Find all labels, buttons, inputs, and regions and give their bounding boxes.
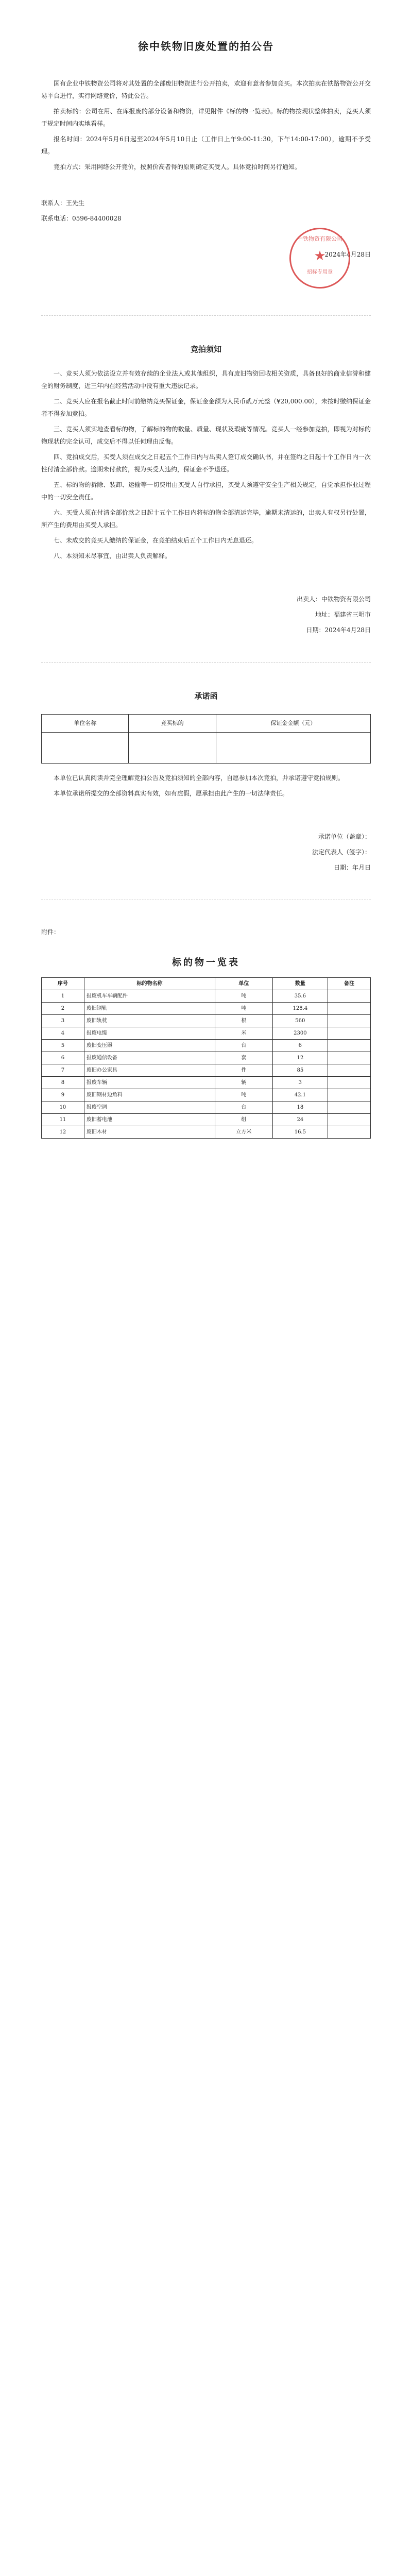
table-cell: 11	[42, 1113, 84, 1126]
notice-paragraph-4: 竞拍方式：采用网络公开竞价，按照价高者得的原则确定买受人。具体竞拍时间另行通知。	[54, 163, 301, 171]
seal-text: 中铁物资有限公司	[297, 235, 342, 242]
rules-sign-3: 日期：2024年4月28日	[306, 626, 371, 634]
rules-sign-1: 出卖人：中铁物资有限公司	[296, 596, 371, 603]
table-cell: 台	[215, 1101, 272, 1113]
list-header-name: 标的物名称	[84, 977, 215, 990]
table-row	[42, 1064, 371, 1076]
table-cell	[328, 1089, 371, 1101]
rules-sign-block	[41, 593, 371, 636]
star-icon: ★	[314, 248, 326, 264]
notice-title: 徐中铁物旧废处置的拍公告	[138, 40, 274, 53]
rules-paragraph-3: 三、竞买人须实地查看标的物，了解标的物的数量、质量、现状及瑕疵等情况。竞买人一经参加竞拍，即视为对标的物现状的完全认可，成交后不得以任何理由反悔。	[41, 426, 371, 445]
document-page	[21, 0, 391, 1942]
notice-paragraph-2: 拍卖标的：公司在用、在库报废的部分设备和物资，详见附件《标的物一览表》。标的物按现状整体拍卖，竞买人须于规定时间内实地看样。	[41, 108, 371, 127]
rules-paragraph-6: 六、买受人须在付清全部价款之日起十五个工作日内将标的物全部清运完毕，逾期未清运的，出卖人有权另行处置，所产生的费用由买受人承担。	[41, 509, 371, 529]
item-list-table	[41, 977, 371, 1139]
table-cell: 16.5	[272, 1126, 328, 1138]
commitment-header-deposit: 保证金金额（元）	[216, 715, 370, 733]
table-cell: 根	[215, 1014, 272, 1027]
commitment-sign-1: 承诺单位（盖章）：	[318, 833, 371, 840]
table-cell	[328, 1039, 371, 1052]
table-cell: 吨	[215, 990, 272, 1002]
table-cell	[328, 1064, 371, 1076]
notice-paragraph-1: 国有企业中铁物资公司将对其处置的全部废旧物资进行公开拍卖，欢迎有意者参加竞买。本次拍卖在铁路物资公开交易平台进行，实行网络竞价，特此公告。	[41, 80, 371, 99]
table-cell: 2300	[272, 1027, 328, 1039]
table-cell: 24	[272, 1113, 328, 1126]
table-cell: 42.1	[272, 1089, 328, 1101]
commitment-sign-3: 日期：年月日	[333, 863, 371, 871]
table-cell: 9	[42, 1089, 84, 1101]
table-row	[42, 1089, 371, 1101]
rules-paragraph-1: 一、竞买人须为依法设立并有效存续的企业法人或其他组织，具有废旧物资回收相关资质，具备良好的商业信誉和健全的财务制度，近三年内在经营活动中没有重大违法记录。	[41, 370, 371, 389]
table-cell: 35.6	[272, 990, 328, 1002]
table-row	[42, 1076, 371, 1089]
commitment-header-unit: 单位名称	[42, 715, 129, 733]
rules-paragraph-8: 八、本须知未尽事宜，由出卖人负责解释。	[54, 552, 171, 560]
table-cell: 1	[42, 990, 84, 1002]
commitment-cell-unit[interactable]	[42, 732, 129, 763]
commitment-sign-2: 法定代表人（签字）：	[312, 848, 371, 856]
notice-contact-1: 联系人：王先生	[41, 199, 85, 207]
commitment-cell-target[interactable]	[129, 732, 216, 763]
table-cell: 10	[42, 1101, 84, 1113]
table-cell: 报废通信设备	[84, 1052, 215, 1064]
table-cell: 吨	[215, 1089, 272, 1101]
list-header-quantity: 数量	[272, 977, 328, 990]
commitment-paragraph-2: 本单位承诺所提交的全部资料真实有效，如有虚假，愿承担由此产生的一切法律责任。	[54, 789, 289, 797]
rules-paragraph-4: 四、竞拍成交后，买受人须在成交之日起五个工作日内与出卖人签订成交确认书，并在签约之日起十个工作日内一次性付清全部价款。逾期未付款的，视为买受人违约，保证金不予退还。	[41, 453, 371, 473]
table-cell: 18	[272, 1101, 328, 1113]
commitment-table	[41, 714, 371, 764]
table-cell: 5	[42, 1039, 84, 1052]
table-cell	[328, 1113, 371, 1126]
table-cell: 件	[215, 1064, 272, 1076]
table-cell: 报废电缆	[84, 1027, 215, 1039]
notice-date: 2024年4月28日	[324, 251, 371, 258]
section-divider	[41, 315, 371, 316]
table-cell: 3	[42, 1014, 84, 1027]
table-cell: 台	[215, 1039, 272, 1052]
table-cell: 12	[42, 1126, 84, 1138]
rules-paragraph-7: 七、未成交的竞买人缴纳的保证金，在竞拍结束后五个工作日内无息退还。	[54, 537, 258, 544]
table-row	[42, 1039, 371, 1052]
table-cell: 128.4	[272, 1002, 328, 1014]
table-cell: 560	[272, 1014, 328, 1027]
table-row	[42, 1126, 371, 1138]
table-row	[42, 1027, 371, 1039]
table-cell: 吨	[215, 1002, 272, 1014]
table-cell: 6	[42, 1052, 84, 1064]
table-cell: 3	[272, 1076, 328, 1089]
table-cell: 报废机车车辆配件	[84, 990, 215, 1002]
table-cell: 套	[215, 1052, 272, 1064]
table-cell: 废旧木材	[84, 1126, 215, 1138]
table-cell	[328, 1002, 371, 1014]
section-divider	[41, 662, 371, 663]
table-cell: 立方米	[215, 1126, 272, 1138]
notice-contact-2: 联系电话：0596-84400028	[41, 215, 122, 222]
table-cell	[328, 990, 371, 1002]
table-cell: 12	[272, 1052, 328, 1064]
table-row	[42, 1002, 371, 1014]
table-cell: 7	[42, 1064, 84, 1076]
table-cell	[328, 1014, 371, 1027]
rules-title: 竞拍须知	[190, 345, 221, 354]
table-row	[42, 990, 371, 1002]
table-row	[42, 1101, 371, 1113]
table-cell: 6	[272, 1039, 328, 1052]
table-cell	[328, 1027, 371, 1039]
list-header-index: 序号	[42, 977, 84, 990]
rules-paragraph-2: 二、竞买人应在报名截止时间前缴纳竞买保证金，保证金金额为人民币贰万元整（¥20,000.00），未按时缴纳保证金者不得参加竞拍。	[41, 398, 371, 417]
table-cell: 组	[215, 1113, 272, 1126]
notice-paragraph-3: 报名时间：2024年5月6日起至2024年5月10日止（工作日上午9:00-11:30，下午14:00-17:00），逾期不予受理。	[41, 135, 371, 155]
table-cell: 4	[42, 1027, 84, 1039]
commitment-paragraph-1: 本单位已认真阅读并完全理解竞拍公告及竞拍须知的全部内容，自愿参加本次竞拍，并承诺遵守竞拍规则。	[54, 774, 345, 782]
table-cell: 废旧办公家具	[84, 1064, 215, 1076]
list-header-remark: 备注	[328, 977, 371, 990]
table-cell: 2	[42, 1002, 84, 1014]
table-cell: 米	[215, 1027, 272, 1039]
list-title: 标的物一览表	[172, 957, 240, 968]
commitment-title: 承诺函	[194, 691, 218, 701]
rules-sign-2: 地址：福建省三明市	[315, 611, 371, 618]
table-cell: 报废空调	[84, 1101, 215, 1113]
commitment-sign-block	[41, 831, 371, 874]
table-cell: 废旧钢轨	[84, 1002, 215, 1014]
table-cell: 废旧钢材边角料	[84, 1089, 215, 1101]
table-cell: 废旧轨枕	[84, 1014, 215, 1027]
table-row	[42, 1014, 371, 1027]
table-cell: 辆	[215, 1076, 272, 1089]
rules-paragraph-5: 五、标的物的拆除、装卸、运输等一切费用由买受人自行承担，买受人须遵守安全生产相关规定，自觉承担作业过程中的一切安全责任。	[41, 481, 371, 501]
table-cell: 废旧变压器	[84, 1039, 215, 1052]
list-header-unit: 单位	[215, 977, 272, 990]
commitment-cell-deposit[interactable]	[216, 732, 370, 763]
table-cell: 报废车辆	[84, 1076, 215, 1089]
table-cell: 废旧蓄电池	[84, 1113, 215, 1126]
attachment-label: 附件：	[41, 928, 60, 936]
table-cell: 85	[272, 1064, 328, 1076]
table-row	[42, 1113, 371, 1126]
commitment-header-target: 竞买标的	[129, 715, 216, 733]
table-cell: 8	[42, 1076, 84, 1089]
seal-bottom-text: 招标专用章	[307, 269, 333, 275]
table-cell	[328, 1076, 371, 1089]
table-cell	[328, 1126, 371, 1138]
table-cell	[328, 1101, 371, 1113]
official-seal	[289, 228, 350, 289]
table-row	[42, 1052, 371, 1064]
table-cell	[328, 1052, 371, 1064]
blank-space	[41, 1139, 371, 1911]
